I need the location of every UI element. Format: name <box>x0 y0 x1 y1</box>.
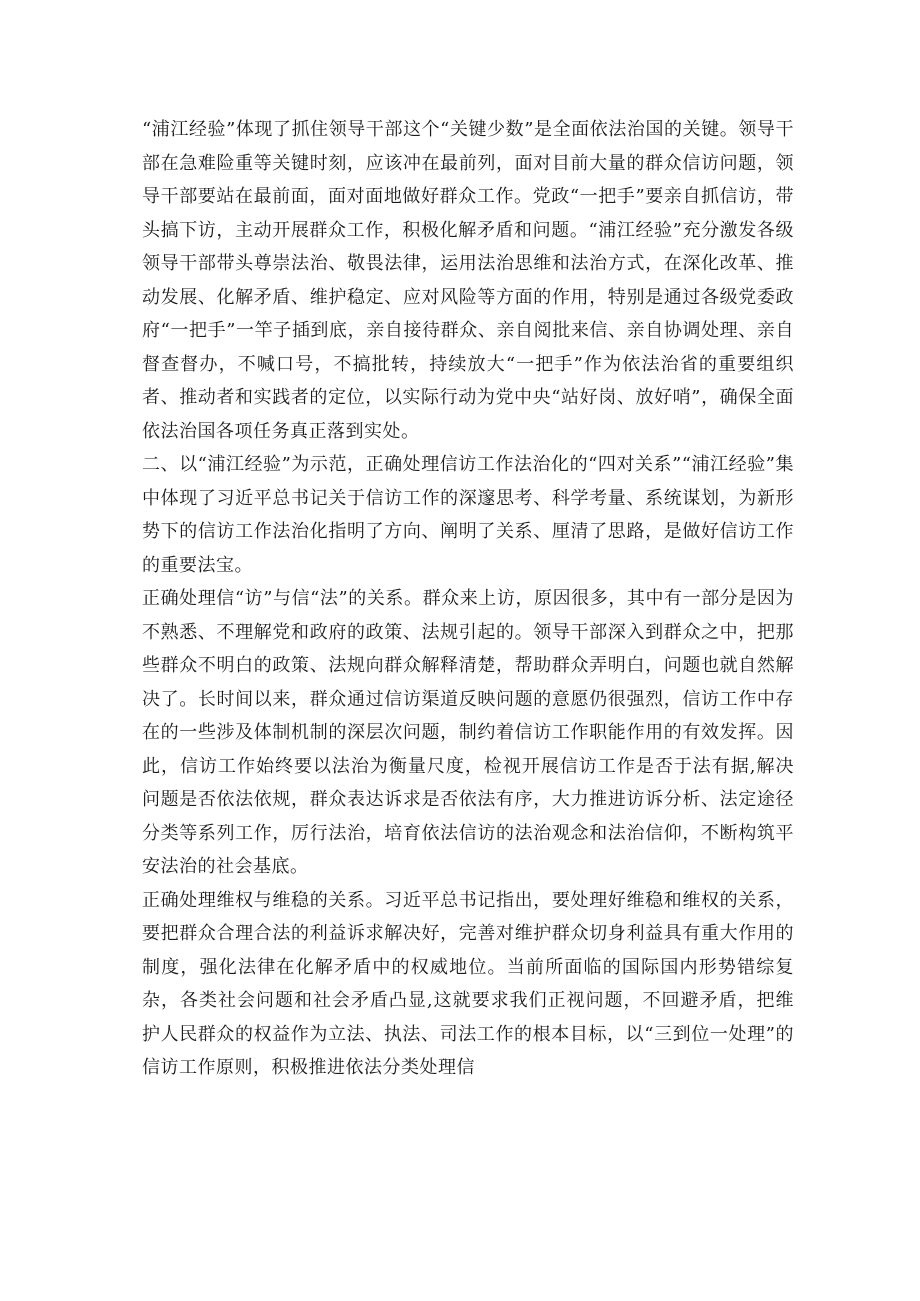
paragraph-petition-and-law: 正确处理信“访”与信“法”的关系。群众来上访，原因很多，其中有一部分是因为不熟悉、不理解党和政府的政策、法规引起的。领导干部深入到群众之中，把那些群众不明白的政策、法规向群众解释清楚，帮助群众弄明白，问题也就自然解决了。长时间以来，群众通过信访渠道反映问题的意愿仍很强烈，信访工作中存在的一些涉及体制机制的深层次问题，制约着信访工作职能作用的有效发挥。因此，信访工作始终要以法治为衡量尺度，检视开展信访工作是否于法有据,解决问题是否依法依规，群众表达诉求是否依法有序，大力推进访诉分析、法定途径分类等系列工作，厉行法治，培育依法信访的法治观念和法治信仰，不断构筑平安法治的社会基底。 <box>142 588 794 877</box>
document-body <box>142 113 794 1085</box>
paragraph-pujiang-leadership: “浦江经验”体现了抓住领导干部这个“关键少数”是全面依法治国的关键。领导干部在急难险重等关键时刻，应该冲在最前列，面对目前大量的群众信访问题，领导干部要站在最前面，面对面地做好群众工作。党政“一把手”要亲自抓信访，带头搞下访，主动开展群众工作，积极化解矛盾和问题。“浦江经验”充分激发各级领导干部带头尊崇法治、敬畏法律，运用法治思维和法治方式，在深化改革、推动发展、化解矛盾、维护稳定、应对风险等方面的作用，特别是通过各级党委政府“一把手”一竿子插到底，亲自接待群众、亲自阅批来信、亲自协调处理、亲自督查督办，不喊口号，不搞批转，持续放大“一把手”作为依法治省的重要组织者、推动者和实践者的定位，以实际行动为党中央“站好岗、放好哨”，确保全面依法治国各项任务真正落到实处。 <box>142 119 794 442</box>
paragraph-rights-and-stability: 正确处理维权与维稳的关系。习近平总书记指出，要处理好维稳和维权的关系，要把群众合理合法的利益诉求解决好，完善对维护群众切身利益具有重大作用的制度，强化法律在化解矛盾中的权威地位。当前所面临的国际国内形势错综复杂，各类社会问题和社会矛盾凸显,这就要求我们正视问题，不回避矛盾，把维护人民群众的权益作为立法、执法、司法工作的根本目标，以“三到位一处理”的信访工作原则，积极推进依法分类处理信 <box>142 889 794 1078</box>
paragraph-section-two-heading: 二、以“浦江经验”为示范，正确处理信访工作法治化的“四对关系”“浦江经验”集中体现了习近平总书记关于信访工作的深邃思考、科学考量、系统谋划，为新形势下的信访工作法治化指明了方向、阐明了关系、厘清了思路，是做好信访工作的重要法宝。 <box>142 454 794 576</box>
